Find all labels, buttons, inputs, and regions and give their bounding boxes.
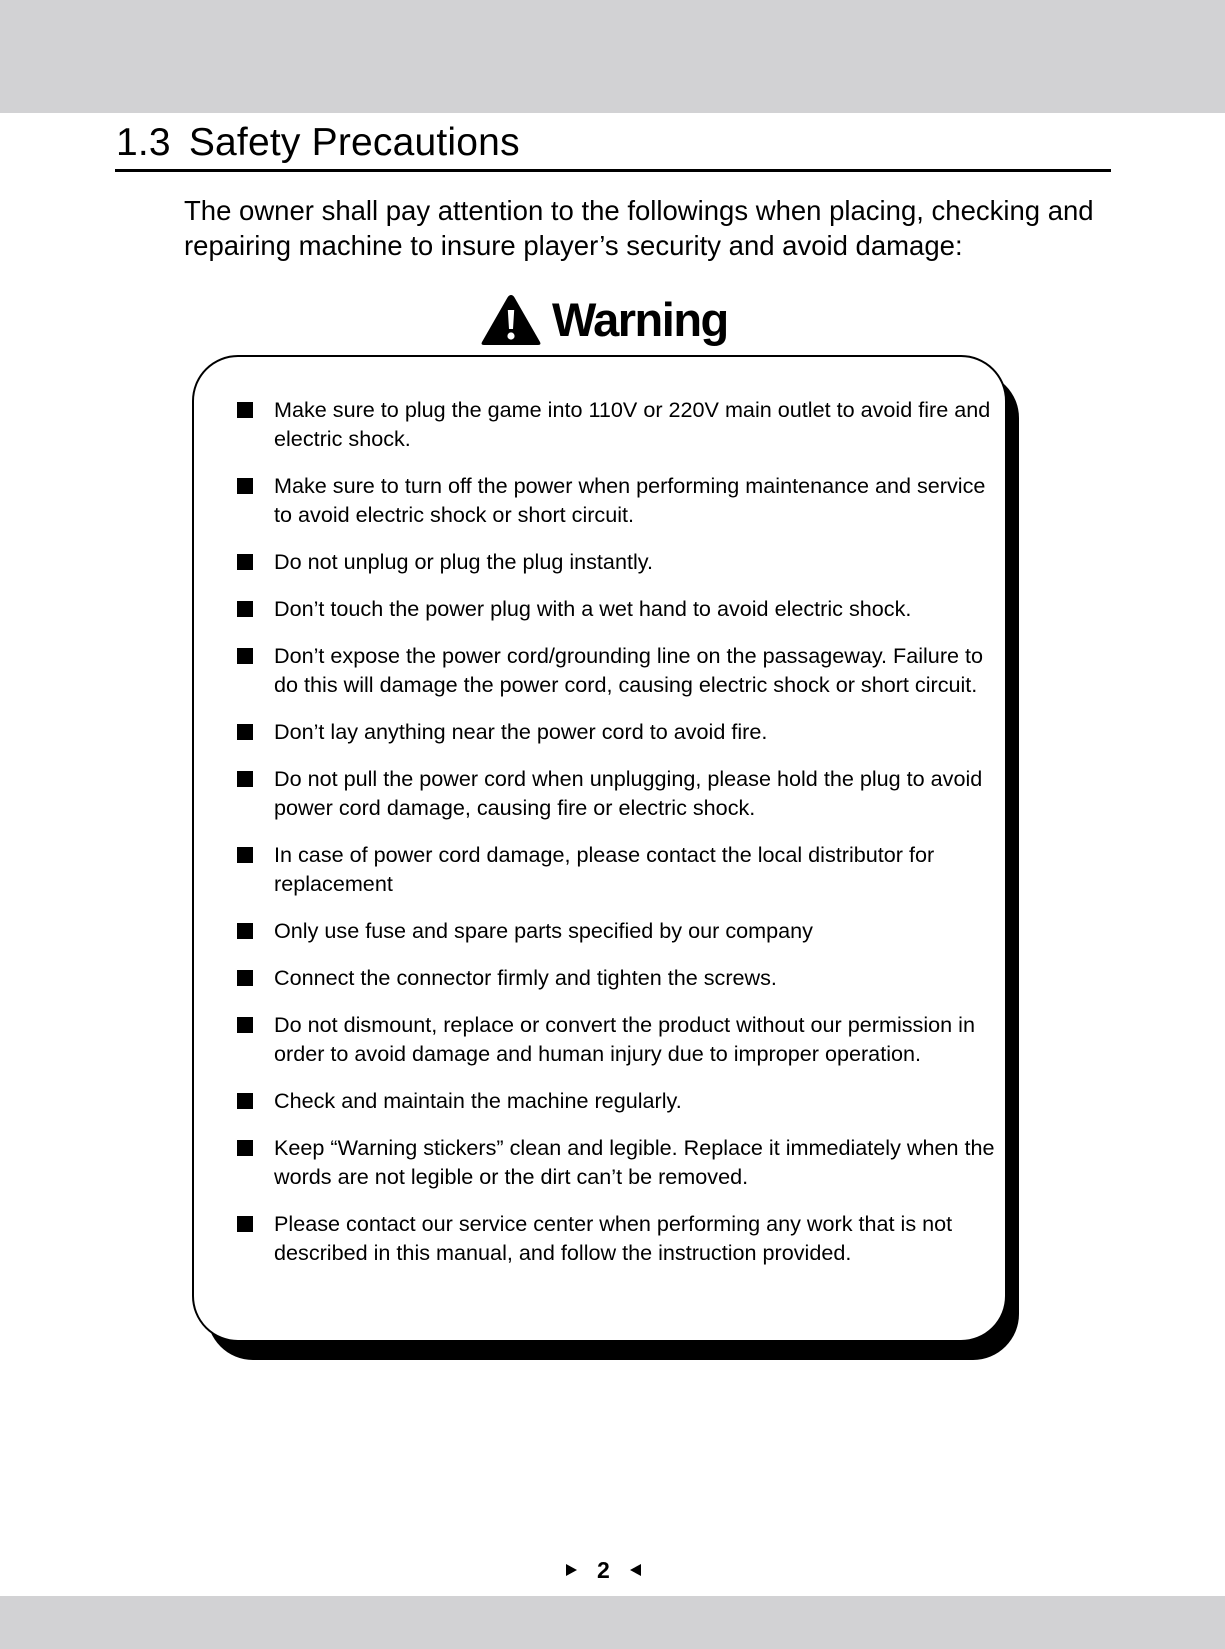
list-item-text: In case of power cord damage, please contact the local distributor for replacement (274, 842, 935, 896)
page-footer (566, 1555, 641, 1585)
page-number: 2 (597, 1556, 610, 1583)
list-item-text: Don’t lay anything near the power cord to avoid fire. (274, 719, 768, 744)
section-title (116, 119, 520, 167)
list-item-text: Make sure to turn off the power when performing maintenance and service to avoid electric shock or short circuit. (274, 473, 986, 527)
list-item (237, 471, 999, 529)
square-bullet-icon (237, 771, 253, 787)
square-bullet-icon (237, 601, 253, 617)
arrow-right-icon (566, 1564, 577, 1576)
list-item (237, 1209, 999, 1267)
square-bullet-icon (237, 923, 253, 939)
square-bullet-icon (237, 1017, 253, 1033)
square-bullet-icon (237, 402, 253, 418)
precautions-list (237, 395, 999, 1285)
list-item (237, 963, 999, 992)
square-bullet-icon (237, 1093, 253, 1109)
section-number: 1.3 (116, 121, 171, 164)
list-item-text: Only use fuse and spare parts specified by our company (274, 918, 813, 943)
square-bullet-icon (237, 648, 253, 664)
list-item (237, 717, 999, 746)
list-item-text: Don’t expose the power cord/grounding line on the passageway. Failure to do this will damage the power cord, causing electric shock or short circuit. (274, 643, 984, 697)
section-heading: Safety Precautions (188, 121, 520, 164)
list-item (237, 547, 999, 576)
square-bullet-icon (237, 847, 253, 863)
top-band (0, 0, 1225, 113)
title-rule (115, 169, 1111, 172)
list-item (237, 1010, 999, 1068)
square-bullet-icon (237, 1140, 253, 1156)
list-item-text: Don’t touch the power plug with a wet hand to avoid electric shock. (274, 596, 912, 621)
list-item (237, 641, 999, 699)
list-item (237, 840, 999, 898)
list-item-text: Please contact our service center when performing any work that is not described in this manual, and follow the instruction provided. (274, 1211, 953, 1265)
list-item (237, 916, 999, 945)
list-item-text: Connect the connector firmly and tighten the screws. (274, 965, 777, 990)
list-item-text: Make sure to plug the game into 110V or 220V main outlet to avoid fire and electric shock. (274, 397, 991, 451)
list-item (237, 1086, 999, 1115)
list-item-text: Do not pull the power cord when unplugging, please hold the plug to avoid power cord damage, causing fire or electric shock. (274, 766, 983, 820)
warning-label: Warning (552, 293, 728, 346)
list-item (237, 594, 999, 623)
square-bullet-icon (237, 970, 253, 986)
warning-heading (480, 292, 728, 348)
list-item (237, 395, 999, 453)
warning-triangle-icon (480, 293, 542, 347)
square-bullet-icon (237, 724, 253, 740)
arrow-left-icon (630, 1564, 641, 1576)
list-item-text: Do not unplug or plug the plug instantly. (274, 549, 653, 574)
list-item (237, 764, 999, 822)
square-bullet-icon (237, 1216, 253, 1232)
square-bullet-icon (237, 478, 253, 494)
square-bullet-icon (237, 554, 253, 570)
bottom-band (0, 1596, 1225, 1649)
list-item-text: Keep “Warning stickers” clean and legible. Replace it immediately when the words are not legible or the dirt can’t be removed. (274, 1135, 995, 1189)
intro-paragraph: The owner shall pay attention to the followings when placing, checking and repairing machine to insure player’s security and avoid damage: (184, 195, 1094, 261)
list-item-text: Check and maintain the machine regularly. (274, 1088, 682, 1113)
list-item (237, 1133, 999, 1191)
list-item-text: Do not dismount, replace or convert the product without our permission in order to avoid damage and human injury due to improper operation. (274, 1012, 975, 1066)
